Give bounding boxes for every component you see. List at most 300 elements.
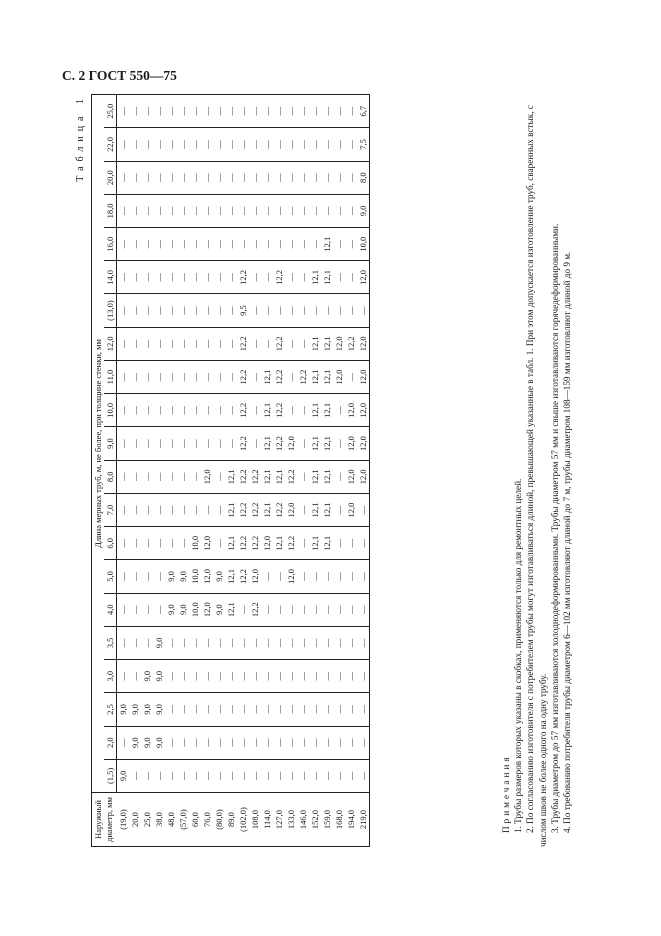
table-row — [297, 95, 309, 847]
length-cell: 12,1 — [321, 427, 333, 460]
length-cell: — — [237, 693, 249, 726]
length-cell: — — [333, 527, 345, 560]
table-label: Таблица 1 — [75, 94, 86, 182]
length-cell: — — [285, 759, 297, 792]
length-cell: — — [273, 95, 285, 128]
length-cell: 12,0 — [345, 493, 357, 526]
length-cell: — — [309, 759, 321, 792]
table-row — [189, 95, 201, 847]
length-cell: — — [129, 626, 141, 659]
length-cell: — — [129, 593, 141, 626]
length-cell: — — [177, 527, 189, 560]
length-cell: 9,0 — [165, 593, 177, 626]
length-cell: — — [309, 128, 321, 161]
length-cell: 9,0 — [177, 560, 189, 593]
length-cell: — — [129, 394, 141, 427]
length-cell: — — [165, 360, 177, 393]
length-cell: — — [117, 95, 130, 128]
table-body — [117, 95, 370, 847]
length-cell: 12,1 — [261, 493, 273, 526]
length-cell: — — [273, 759, 285, 792]
length-cell: — — [165, 493, 177, 526]
length-cell: — — [273, 194, 285, 227]
length-cell: — — [237, 128, 249, 161]
thickness-header-cell: 9,0 — [104, 427, 117, 460]
length-cell: — — [249, 427, 261, 460]
thickness-header-cell: 25,0 — [104, 95, 117, 128]
length-cell: — — [333, 261, 345, 294]
length-cell: — — [297, 493, 309, 526]
length-cell: 9,0 — [153, 660, 165, 693]
length-cell: — — [165, 660, 177, 693]
length-cell: 12,2 — [237, 427, 249, 460]
table-row — [237, 95, 249, 847]
length-cell: — — [297, 228, 309, 261]
length-cell: — — [189, 427, 201, 460]
length-cell: 12,1 — [309, 460, 321, 493]
diameter-cell: 25,0 — [141, 793, 153, 847]
length-cell: — — [225, 360, 237, 393]
length-cell: — — [345, 660, 357, 693]
thickness-header-cell: (1,5) — [104, 759, 117, 792]
length-cell: — — [261, 228, 273, 261]
page-header: С. 2 ГОСТ 550—75 — [62, 68, 177, 83]
length-cell: — — [285, 128, 297, 161]
length-cell: — — [225, 394, 237, 427]
length-cell: — — [297, 95, 309, 128]
length-cell: — — [225, 427, 237, 460]
length-cell: — — [345, 527, 357, 560]
length-cell: 9,0 — [153, 693, 165, 726]
length-cell: — — [213, 128, 225, 161]
thickness-header-cell: 22,0 — [104, 128, 117, 161]
table-row — [165, 95, 177, 847]
table-row — [213, 95, 225, 847]
length-cell: — — [189, 660, 201, 693]
length-cell: 9,5 — [237, 294, 249, 327]
table-row — [129, 95, 141, 847]
length-cell: — — [321, 294, 333, 327]
length-cell: — — [141, 360, 153, 393]
length-cell: 12,1 — [321, 261, 333, 294]
length-cell: — — [285, 394, 297, 427]
length-cell: — — [201, 660, 213, 693]
length-cell: — — [357, 759, 370, 792]
length-cell: — — [189, 95, 201, 128]
length-cell: — — [273, 228, 285, 261]
length-cell: 12,0 — [345, 460, 357, 493]
length-cell: — — [177, 493, 189, 526]
length-cell: — — [249, 294, 261, 327]
length-cell: 12,0 — [357, 427, 370, 460]
thickness-header-cell: 16,0 — [104, 228, 117, 261]
length-cell: — — [213, 493, 225, 526]
length-cell: — — [165, 394, 177, 427]
length-cell: 12,1 — [321, 360, 333, 393]
length-cell: 12,2 — [237, 493, 249, 526]
length-cell: 12,1 — [225, 493, 237, 526]
length-cell: — — [321, 660, 333, 693]
length-cell: — — [129, 460, 141, 493]
length-cell: — — [213, 626, 225, 659]
length-cell: — — [213, 527, 225, 560]
length-cell: — — [357, 660, 370, 693]
length-cell: — — [141, 759, 153, 792]
length-cell: — — [129, 327, 141, 360]
diameter-cell: 152,0 — [309, 793, 321, 847]
thickness-header-cell: 14,0 — [104, 261, 117, 294]
length-cell: 12,2 — [297, 360, 309, 393]
length-cell: — — [345, 560, 357, 593]
length-cell: — — [333, 560, 345, 593]
length-cell: 12,2 — [249, 593, 261, 626]
length-cell: — — [249, 394, 261, 427]
length-cell: — — [225, 726, 237, 759]
table-row — [225, 95, 237, 847]
diameter-cell: 168,0 — [333, 793, 345, 847]
length-cell: 9,0 — [153, 626, 165, 659]
length-cell: — — [225, 194, 237, 227]
length-cell: — — [285, 261, 297, 294]
length-cell: — — [117, 626, 130, 659]
note-3: 3. Трубы диаметром до 57 мм изготавливаются холоднодеформированными. Трубы диаметром 57 мм и свыше изготавливаются горячедеформированными. — [549, 223, 560, 833]
length-cell: — — [201, 493, 213, 526]
length-cell: — — [225, 128, 237, 161]
length-cell: — — [345, 228, 357, 261]
length-cell: 12,2 — [237, 360, 249, 393]
length-cell: — — [153, 560, 165, 593]
table-header-row — [92, 95, 105, 847]
length-cell: — — [333, 593, 345, 626]
length-cell: — — [129, 128, 141, 161]
length-cell: — — [153, 593, 165, 626]
length-cell: — — [261, 327, 273, 360]
length-cell: 12,2 — [237, 460, 249, 493]
length-cell: 12,2 — [249, 460, 261, 493]
length-cell: 12,2 — [273, 360, 285, 393]
length-cell: — — [117, 261, 130, 294]
length-cell: — — [297, 726, 309, 759]
length-cell: — — [225, 95, 237, 128]
length-cell: — — [345, 128, 357, 161]
length-cell: — — [201, 128, 213, 161]
length-cell: — — [297, 261, 309, 294]
length-cell: — — [165, 527, 177, 560]
length-cell: — — [177, 294, 189, 327]
length-cell: 7,5 — [357, 128, 370, 161]
diameter-cell: (102,0) — [237, 793, 249, 847]
length-cell: — — [189, 294, 201, 327]
length-cell: 9,0 — [141, 726, 153, 759]
length-cell: — — [129, 261, 141, 294]
thickness-header-cell: 3,5 — [104, 626, 117, 659]
length-cell: 9,0 — [129, 693, 141, 726]
length-cell: — — [333, 128, 345, 161]
length-cell: — — [225, 228, 237, 261]
length-cell: — — [141, 261, 153, 294]
length-cell: — — [309, 660, 321, 693]
length-cell: — — [177, 427, 189, 460]
length-cell: — — [177, 228, 189, 261]
length-cell: — — [333, 726, 345, 759]
length-cell: — — [201, 194, 213, 227]
length-cell: 12,1 — [309, 360, 321, 393]
length-cell: — — [309, 228, 321, 261]
length-cell: — — [177, 161, 189, 194]
table-row — [177, 95, 189, 847]
diameter-cell: 108,0 — [249, 793, 261, 847]
thickness-header-cell: 12,0 — [104, 327, 117, 360]
length-cell: — — [165, 294, 177, 327]
length-cell: — — [273, 128, 285, 161]
length-cell: — — [249, 327, 261, 360]
table-row — [309, 95, 321, 847]
length-cell: — — [333, 660, 345, 693]
length-cell: — — [285, 660, 297, 693]
length-cell: — — [297, 626, 309, 659]
thickness-header-cell: (13,0) — [104, 294, 117, 327]
length-cell: — — [273, 626, 285, 659]
length-cell: — — [345, 759, 357, 792]
length-cell: — — [345, 194, 357, 227]
length-cell: 12,0 — [345, 427, 357, 460]
diameter-cell: 219,0 — [357, 793, 370, 847]
table-row — [117, 95, 130, 847]
length-cell: 12,2 — [237, 394, 249, 427]
length-cell: — — [213, 360, 225, 393]
length-cell: — — [141, 95, 153, 128]
length-cell: — — [309, 593, 321, 626]
length-cell: — — [165, 327, 177, 360]
length-cell: — — [117, 327, 130, 360]
length-cell: — — [153, 194, 165, 227]
length-cell: — — [177, 626, 189, 659]
length-cell: 12,2 — [249, 527, 261, 560]
length-cell: — — [321, 560, 333, 593]
length-cell: — — [249, 194, 261, 227]
length-cell: 9,0 — [129, 726, 141, 759]
length-cell: — — [117, 726, 130, 759]
length-cell: — — [141, 128, 153, 161]
length-cell: — — [117, 360, 130, 393]
length-cell: — — [153, 128, 165, 161]
length-cell: — — [249, 161, 261, 194]
table-row — [285, 95, 297, 847]
length-cell: — — [201, 427, 213, 460]
diameter-cell: 194,0 — [345, 793, 357, 847]
length-cell: — — [357, 726, 370, 759]
length-cell: 12,1 — [309, 527, 321, 560]
diameter-cell: (80,0) — [213, 793, 225, 847]
length-cell: — — [321, 759, 333, 792]
length-cell: 12,0 — [357, 394, 370, 427]
table-row — [321, 95, 333, 847]
length-cell: — — [129, 527, 141, 560]
length-cell: — — [201, 161, 213, 194]
length-cell: — — [213, 327, 225, 360]
length-cell: 12,0 — [333, 327, 345, 360]
length-cell: — — [321, 194, 333, 227]
length-cell: — — [285, 360, 297, 393]
length-cell: — — [129, 294, 141, 327]
thickness-header-cell: 6,0 — [104, 527, 117, 560]
length-cell: 12,1 — [225, 560, 237, 593]
length-cell: — — [153, 294, 165, 327]
length-cell: — — [297, 593, 309, 626]
length-cell: 6,7 — [357, 95, 370, 128]
length-cell: — — [165, 128, 177, 161]
length-cell: — — [153, 261, 165, 294]
length-cell: 12,2 — [273, 261, 285, 294]
length-cell: — — [285, 726, 297, 759]
length-cell: 12,0 — [285, 493, 297, 526]
length-cell: — — [273, 660, 285, 693]
length-cell: — — [213, 228, 225, 261]
length-cell: — — [189, 360, 201, 393]
length-cell: — — [297, 394, 309, 427]
length-cell: — — [225, 261, 237, 294]
length-cell: — — [117, 527, 130, 560]
length-cell: — — [345, 626, 357, 659]
length-cell: — — [273, 593, 285, 626]
length-cell: — — [297, 128, 309, 161]
length-cell: — — [177, 128, 189, 161]
length-cell: — — [189, 726, 201, 759]
length-cell: 12,1 — [309, 394, 321, 427]
length-cell: — — [213, 95, 225, 128]
length-cell: 12,1 — [321, 460, 333, 493]
length-cell: — — [177, 693, 189, 726]
length-cell: — — [249, 660, 261, 693]
length-cell: — — [309, 294, 321, 327]
length-cell: — — [141, 560, 153, 593]
length-cell: 12,0 — [201, 593, 213, 626]
note-4: 4. По требованию потребителя трубы диаметром 6—102 мм изготовляют длиной до 7 м, трубы диаметром 108—159 мм изготовляют длиной до 9 м. — [562, 251, 573, 833]
length-cell: — — [345, 95, 357, 128]
length-cell: — — [273, 560, 285, 593]
length-cell: — — [225, 626, 237, 659]
length-cell: 12,2 — [237, 527, 249, 560]
length-cell: — — [141, 228, 153, 261]
length-cell: — — [285, 194, 297, 227]
length-cell: — — [129, 228, 141, 261]
length-cell: — — [225, 327, 237, 360]
length-cell: — — [261, 660, 273, 693]
length-cell: 12,0 — [285, 560, 297, 593]
length-cell: — — [261, 759, 273, 792]
length-cell: — — [345, 726, 357, 759]
thickness-header-row — [104, 95, 117, 847]
length-cell: — — [261, 593, 273, 626]
length-cell: — — [177, 261, 189, 294]
length-cell: — — [141, 161, 153, 194]
length-cell: — — [165, 726, 177, 759]
length-cell: — — [237, 759, 249, 792]
length-cell: 9,0 — [165, 560, 177, 593]
length-cell: — — [189, 493, 201, 526]
length-cell: — — [165, 626, 177, 659]
length-cell: — — [261, 726, 273, 759]
length-cell: — — [165, 161, 177, 194]
length-cell: 12,1 — [309, 261, 321, 294]
rotated-page-content — [75, 94, 620, 847]
length-cell: — — [297, 693, 309, 726]
length-cell: — — [261, 95, 273, 128]
length-cell: — — [165, 228, 177, 261]
length-cell: — — [117, 460, 130, 493]
length-cell: — — [141, 493, 153, 526]
table-row — [333, 95, 345, 847]
length-cell: — — [297, 527, 309, 560]
length-cell: — — [201, 95, 213, 128]
length-cell: — — [141, 460, 153, 493]
length-cell: 9,0 — [357, 194, 370, 227]
length-cell: — — [189, 128, 201, 161]
notes-title: Примечания — [501, 754, 511, 833]
length-cell: — — [177, 660, 189, 693]
length-cell: — — [285, 95, 297, 128]
length-cell: — — [297, 427, 309, 460]
length-cell: 12,1 — [261, 394, 273, 427]
length-cell: 12,2 — [273, 327, 285, 360]
diameter-cell: 48,0 — [165, 793, 177, 847]
length-cell: — — [321, 693, 333, 726]
length-cell: — — [249, 726, 261, 759]
length-cell: — — [261, 294, 273, 327]
length-cell: 12,0 — [201, 460, 213, 493]
length-cell: — — [297, 759, 309, 792]
diameter-cell: (57,0) — [177, 793, 189, 847]
length-cell: — — [297, 194, 309, 227]
length-cell: — — [153, 327, 165, 360]
length-cell: — — [333, 493, 345, 526]
length-cell: — — [141, 294, 153, 327]
thickness-header-cell: 2,5 — [104, 693, 117, 726]
length-cell: — — [129, 161, 141, 194]
length-cell: — — [333, 394, 345, 427]
length-cell: — — [321, 128, 333, 161]
length-cell: — — [321, 726, 333, 759]
length-cell: — — [141, 327, 153, 360]
length-cell: — — [273, 726, 285, 759]
length-cell: 12,1 — [261, 460, 273, 493]
length-cell: — — [177, 460, 189, 493]
length-cell: 12,1 — [309, 427, 321, 460]
length-cell: — — [129, 427, 141, 460]
table-row — [153, 95, 165, 847]
length-cell: — — [285, 626, 297, 659]
diameter-cell: 38,0 — [153, 793, 165, 847]
length-cell: — — [225, 693, 237, 726]
length-cell: — — [333, 95, 345, 128]
length-cell: — — [153, 427, 165, 460]
length-cell: — — [213, 194, 225, 227]
length-cell: — — [177, 194, 189, 227]
length-cell: — — [345, 161, 357, 194]
length-cell: — — [141, 626, 153, 659]
length-cell: 12,1 — [321, 228, 333, 261]
diameter-cell: 60,0 — [189, 793, 201, 847]
length-cell: — — [177, 759, 189, 792]
length-cell: — — [213, 161, 225, 194]
length-cell: 12,2 — [237, 327, 249, 360]
length-cell: — — [345, 693, 357, 726]
length-cell: — — [261, 560, 273, 593]
length-cell: 12,1 — [261, 427, 273, 460]
length-cell: — — [261, 161, 273, 194]
length-cell: — — [273, 161, 285, 194]
table-row — [357, 95, 370, 847]
